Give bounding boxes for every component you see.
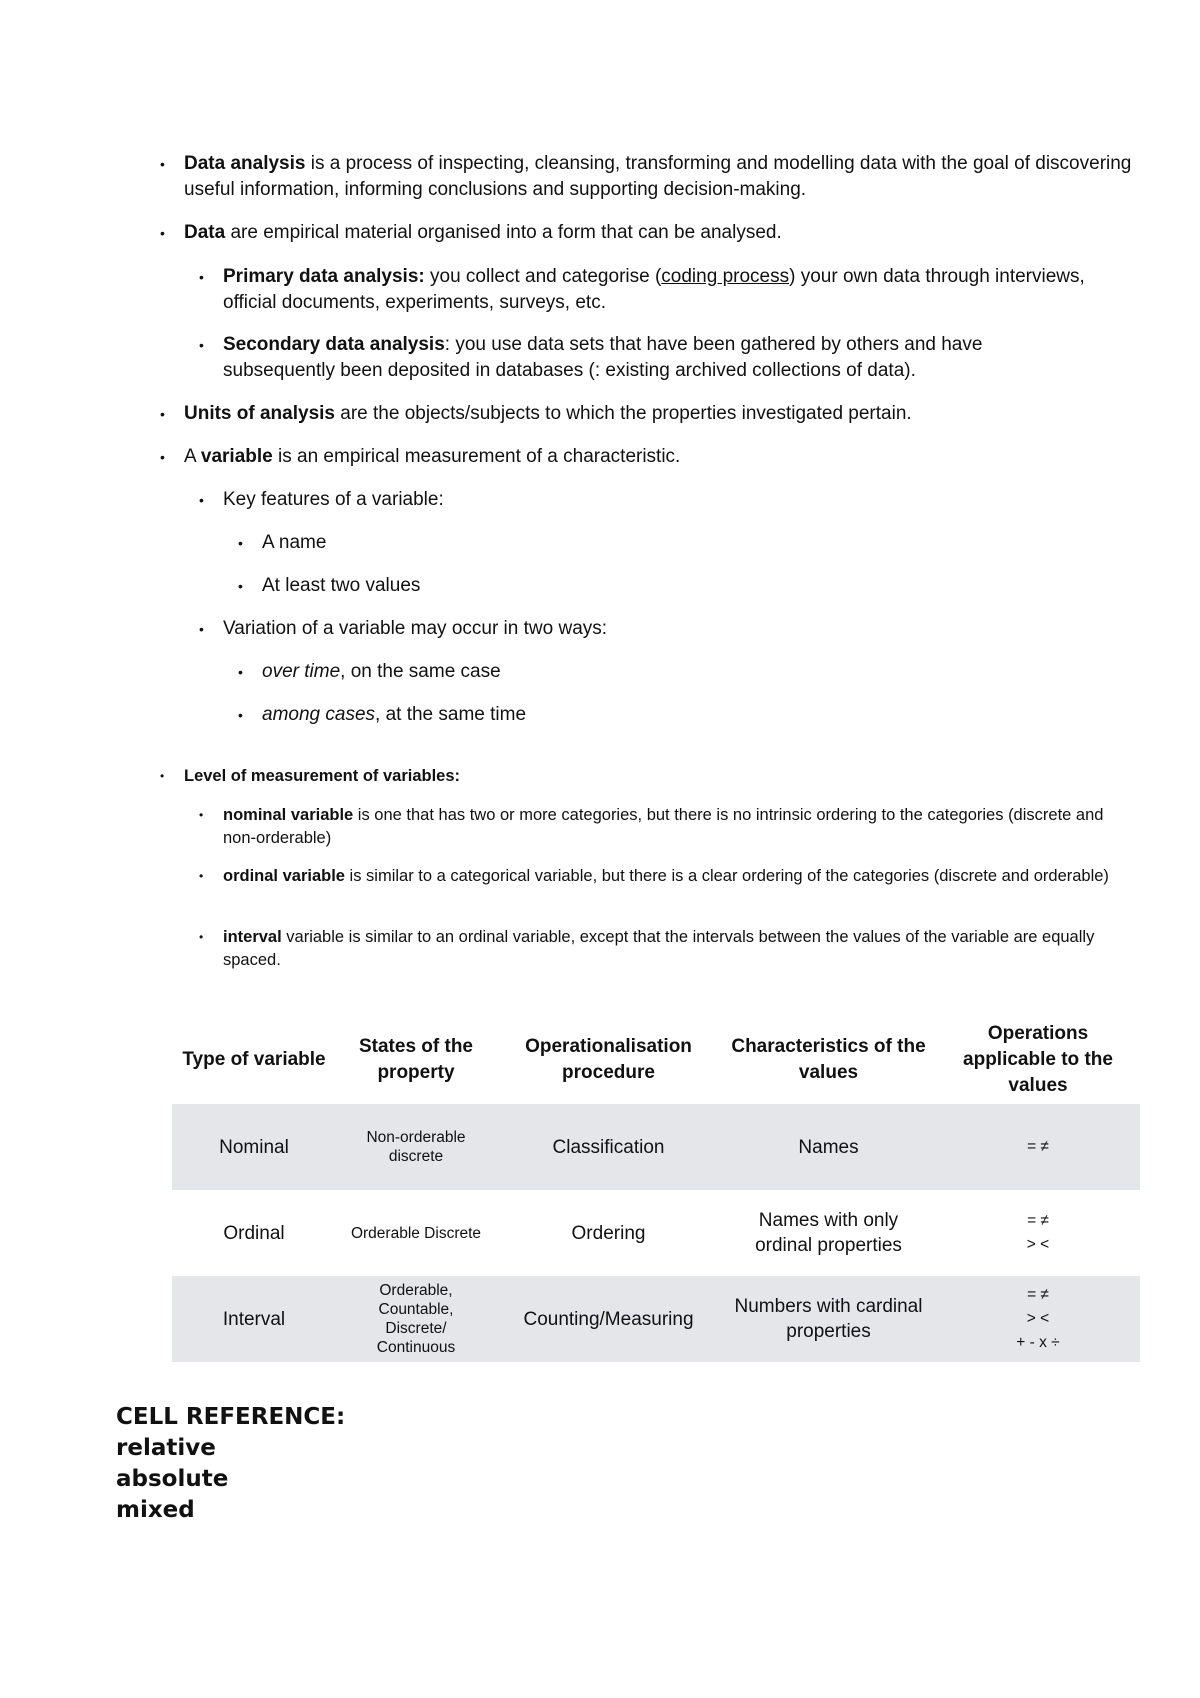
header-type-of-variable: Type of variable bbox=[182, 1049, 326, 1070]
bullet-text: Variation of a variable may occur in two ways: bbox=[223, 618, 608, 639]
bullet-text bbox=[223, 804, 1134, 850]
term: Data analysis bbox=[184, 153, 306, 174]
cell-operations bbox=[936, 1190, 1140, 1276]
cell-line: > < bbox=[1026, 1310, 1050, 1327]
bullet-text bbox=[262, 659, 1098, 685]
cell-line: Names with only bbox=[758, 1210, 899, 1231]
bullet-dot: • bbox=[238, 707, 243, 723]
table-header-row bbox=[172, 1016, 1140, 1104]
cell-line: Numbers with cardinal bbox=[734, 1296, 923, 1317]
header-states-of-property: States of the property bbox=[358, 1036, 474, 1083]
emphasis: over time bbox=[262, 661, 341, 682]
bullet-variable bbox=[160, 444, 1150, 470]
term: variable bbox=[200, 446, 273, 467]
cell-procedure: Ordering bbox=[571, 1222, 646, 1244]
header-operationalisation-procedure: Operationalisation procedure bbox=[525, 1036, 692, 1083]
bullet-interval bbox=[199, 926, 1134, 972]
header-operations: Operations applicable to the values bbox=[963, 1023, 1113, 1096]
term: Primary data analysis: bbox=[223, 266, 425, 287]
bullet-secondary-data-analysis bbox=[199, 332, 1099, 384]
bullet-over-time bbox=[238, 659, 1098, 685]
cell-line: + - x ÷ bbox=[1016, 1334, 1060, 1351]
cell-characteristics: Names bbox=[721, 1104, 936, 1190]
table-row-nominal bbox=[172, 1104, 1140, 1190]
cell-procedure: Classification bbox=[496, 1104, 721, 1190]
cell-states bbox=[336, 1104, 496, 1190]
bullet-text bbox=[223, 865, 1134, 888]
definition: : you use data sets that have been gathered by others and have subsequently been deposited in databases (: existing archived collections of data). bbox=[223, 334, 983, 381]
bullet-variation bbox=[199, 616, 1099, 642]
bullet-text bbox=[223, 926, 1134, 972]
definition-part: ) your own data through interviews, official documents, experiments, surveys, etc. bbox=[223, 266, 1085, 313]
emphasis: among cases bbox=[262, 704, 376, 725]
cell-reference-title: CELL REFERENCE: bbox=[116, 1404, 346, 1430]
rest: , at the same time bbox=[375, 704, 527, 725]
bullet-dot: • bbox=[199, 337, 204, 353]
bullet-data bbox=[160, 220, 1150, 246]
term: interval bbox=[223, 928, 282, 946]
cell-reference-block bbox=[116, 1402, 345, 1526]
bullet-dot: • bbox=[160, 449, 165, 465]
cell-reference-item: absolute bbox=[116, 1466, 229, 1492]
cell-reference-item: relative bbox=[116, 1435, 216, 1461]
bullet-dot: • bbox=[160, 769, 165, 783]
bullet-text bbox=[184, 401, 1150, 427]
cell-line: Orderable, bbox=[379, 1282, 453, 1299]
cell-line: Continuous bbox=[376, 1339, 456, 1356]
bullet-text bbox=[184, 151, 1150, 203]
bullet-text: At least two values bbox=[262, 575, 421, 596]
bullet-dot: • bbox=[199, 492, 204, 508]
term: Units of analysis bbox=[184, 403, 335, 424]
cell-line: = ≠ bbox=[1027, 1212, 1049, 1229]
bullet-text: A name bbox=[262, 532, 327, 553]
definition: are the objects/subjects to which the properties investigated pertain. bbox=[335, 403, 912, 424]
bullet-dot: • bbox=[160, 225, 165, 241]
definition: is one that has two or more categories, but there is no intrinsic ordering to the categories (discrete and non-orderable) bbox=[223, 806, 1104, 847]
term: nominal variable bbox=[223, 806, 354, 824]
cell-line: = ≠ bbox=[1027, 1286, 1049, 1303]
bullet-text bbox=[262, 702, 1098, 728]
cell-line: = ≠ bbox=[1027, 1138, 1049, 1155]
cell-operations bbox=[936, 1104, 1140, 1190]
bullet-dot: • bbox=[199, 869, 204, 883]
definition-part: you collect and categorise ( bbox=[424, 266, 662, 287]
cell-states bbox=[336, 1276, 496, 1362]
bullet-nominal bbox=[199, 804, 1134, 850]
bullet-dot: • bbox=[160, 156, 165, 172]
cell-characteristics bbox=[721, 1276, 936, 1362]
definition: variable is similar to an ordinal variable, except that the intervals between the values of the variable are equally spaced. bbox=[223, 928, 1095, 969]
header-characteristics: Characteristics of the values bbox=[731, 1036, 926, 1083]
bullet-among-cases bbox=[238, 702, 1098, 728]
rest: , on the same case bbox=[340, 661, 501, 682]
bullet-data-analysis bbox=[160, 151, 1150, 203]
bullet-primary-data-analysis bbox=[199, 264, 1099, 316]
cell-type: Ordinal bbox=[223, 1222, 285, 1244]
cell-operations bbox=[936, 1276, 1140, 1362]
bullet-dot: • bbox=[199, 621, 204, 637]
measurement-levels-table bbox=[172, 1016, 1140, 1362]
bullet-units-of-analysis bbox=[160, 401, 1150, 427]
cell-line: Non-orderable bbox=[366, 1129, 466, 1146]
bullet-text bbox=[223, 264, 1099, 316]
bullet-dot: • bbox=[160, 406, 165, 422]
cell-characteristics bbox=[721, 1190, 936, 1276]
cell-line: ordinal properties bbox=[755, 1235, 902, 1256]
coding-process-link[interactable]: coding process bbox=[661, 266, 790, 287]
definition: is similar to a categorical variable, but there is a clear ordering of the categories (discrete and orderable) bbox=[344, 867, 1109, 885]
bullet-dot: • bbox=[199, 808, 204, 822]
bullet-dot: • bbox=[238, 664, 243, 680]
bullet-text bbox=[223, 332, 1099, 384]
cell-procedure: Counting/Measuring bbox=[496, 1276, 721, 1362]
bullet-text: Key features of a variable: bbox=[223, 489, 444, 510]
cell-line: Discrete/ bbox=[385, 1320, 447, 1337]
definition: is an empirical measurement of a characteristic. bbox=[272, 446, 681, 467]
bullet-dot: • bbox=[238, 535, 243, 551]
cell-type: Interval bbox=[172, 1276, 336, 1362]
prefix: A bbox=[184, 446, 201, 467]
table-row-interval bbox=[172, 1276, 1140, 1362]
bullet-two-values bbox=[238, 573, 1098, 599]
bullet-text bbox=[184, 444, 1150, 470]
bullet-key-features bbox=[199, 487, 1099, 513]
term: Secondary data analysis bbox=[223, 334, 445, 355]
bullet-dot: • bbox=[238, 578, 243, 594]
term: Data bbox=[184, 222, 226, 243]
bullet-a-name bbox=[238, 530, 1098, 556]
cell-reference-item: mixed bbox=[116, 1497, 195, 1523]
section-heading: Level of measurement of variables: bbox=[184, 767, 461, 785]
bullet-dot: • bbox=[199, 930, 204, 944]
cell-line: properties bbox=[786, 1321, 871, 1342]
cell-type: Nominal bbox=[172, 1104, 336, 1190]
term: ordinal variable bbox=[223, 867, 345, 885]
cell-line: > < bbox=[1026, 1236, 1050, 1253]
table-row-ordinal bbox=[172, 1190, 1140, 1276]
bullet-level-of-measurement bbox=[160, 765, 1150, 788]
bullet-text bbox=[184, 220, 1150, 246]
cell-line: Countable, bbox=[378, 1301, 454, 1318]
cell-states: Orderable Discrete bbox=[350, 1224, 482, 1242]
bullet-ordinal bbox=[199, 865, 1134, 888]
definition: is a process of inspecting, cleansing, transforming and modelling data with the goal of discovering useful information, informing conclusions and supporting decision-making. bbox=[184, 153, 1132, 200]
bullet-dot: • bbox=[199, 269, 204, 285]
cell-line: discrete bbox=[388, 1148, 444, 1165]
definition: are empirical material organised into a form that can be analysed. bbox=[225, 222, 782, 243]
